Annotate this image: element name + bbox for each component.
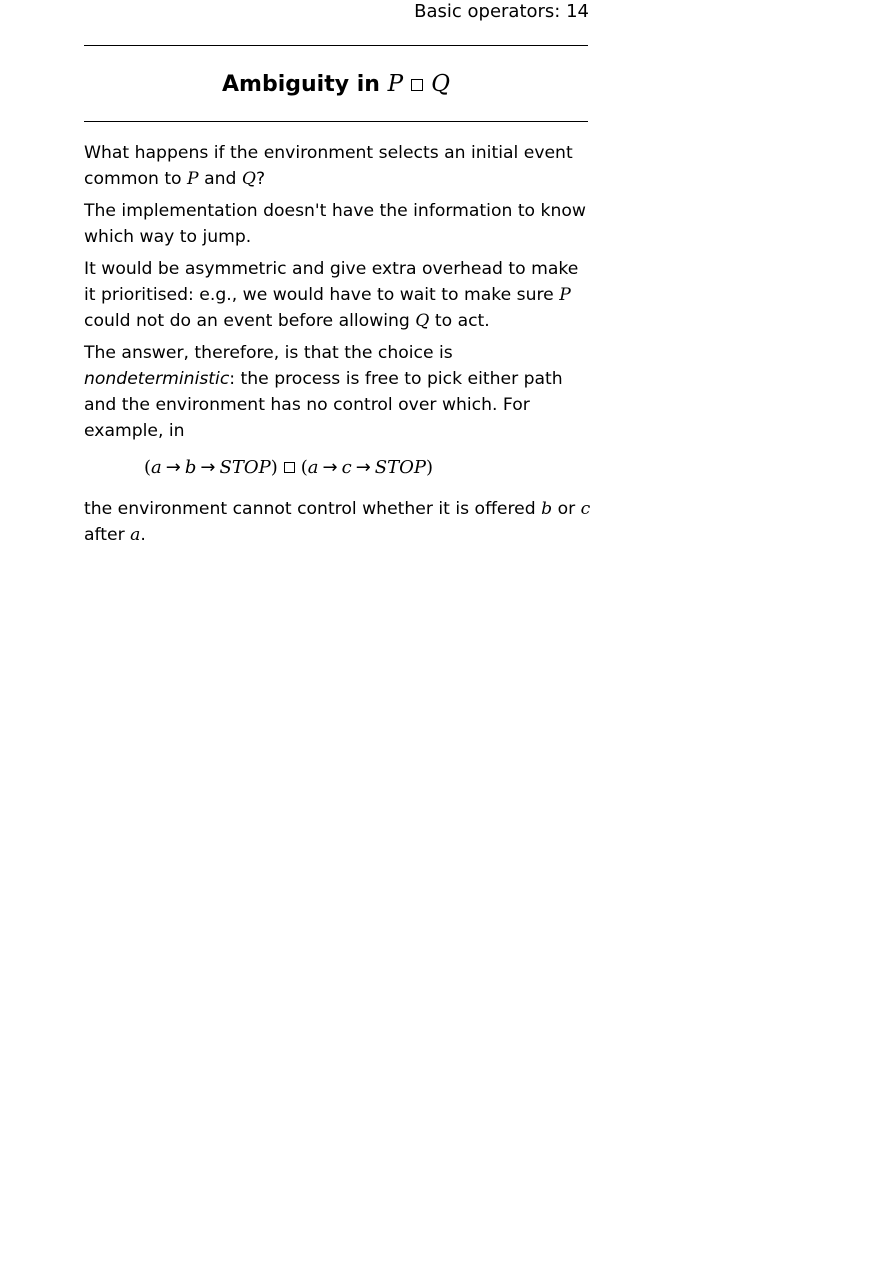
paragraph-1 xyxy=(84,140,594,192)
p5-text-after: after xyxy=(84,525,131,545)
title-prefix: Ambiguity in xyxy=(222,72,380,97)
bottom-divider xyxy=(84,121,588,122)
slide-title xyxy=(84,68,588,101)
p3-var-p: P xyxy=(559,285,571,305)
p5-text-middle: or xyxy=(552,499,581,519)
p5-var-a: a xyxy=(130,525,141,545)
running-header xyxy=(84,0,589,24)
prefix-arrow-icon: → xyxy=(322,457,338,478)
formula-stop-1: STOP xyxy=(219,457,271,478)
formula-var-a-1: a xyxy=(151,457,162,478)
prefix-arrow-icon: → xyxy=(200,457,216,478)
paragraph-5 xyxy=(84,496,594,548)
formula-open-paren-1: ( xyxy=(144,457,152,478)
header-text: Basic operators: 14 xyxy=(414,1,589,22)
display-formula xyxy=(144,454,594,482)
p3-text-end: to act. xyxy=(429,311,490,331)
prefix-arrow-icon: → xyxy=(165,457,181,478)
paragraph-2 xyxy=(84,198,594,250)
formula-close-paren-2: ) xyxy=(426,457,434,478)
top-divider xyxy=(84,45,588,46)
external-choice-icon xyxy=(284,462,295,473)
title-right-operand: Q xyxy=(431,71,450,97)
formula-close-paren-1: ) xyxy=(270,457,278,478)
p2-text: The implementation doesn't have the information to know which way to jump. xyxy=(84,201,586,247)
p1-var-p: P xyxy=(187,169,199,189)
p1-text-before: What happens if the environment selects an initial event common to xyxy=(84,143,573,189)
formula-var-b: b xyxy=(184,457,197,478)
p1-text-end: ? xyxy=(255,169,266,189)
p3-text-middle: could not do an event before allowing xyxy=(84,311,416,331)
formula-var-c: c xyxy=(341,457,352,478)
external-choice-icon xyxy=(411,79,423,91)
p4-text-after: : the process is free to pick either path and the environment has no control over which. For example, in xyxy=(84,369,563,441)
prefix-arrow-icon: → xyxy=(355,457,371,478)
p3-var-q: Q xyxy=(415,311,430,331)
p4-emphasis: nondeterministic xyxy=(84,369,230,389)
p5-var-c: c xyxy=(580,499,591,519)
p5-text-before: the environment cannot control whether it is offered xyxy=(84,499,542,519)
p1-var-q: Q xyxy=(241,169,256,189)
p1-text-middle: and xyxy=(198,169,242,189)
p3-text-before: It would be asymmetric and give extra overhead to make it prioritised: e.g., we would have to wait to make sure xyxy=(84,259,579,305)
p5-var-b: b xyxy=(541,499,553,519)
title-left-operand: P xyxy=(387,71,404,97)
paragraph-3 xyxy=(84,256,594,334)
p5-text-end: . xyxy=(140,525,146,545)
formula-open-paren-2: ( xyxy=(300,457,308,478)
paragraph-4 xyxy=(84,340,594,444)
slide-body xyxy=(84,140,594,554)
p4-text-before: The answer, therefore, is that the choice is xyxy=(84,343,453,363)
formula-var-a-2: a xyxy=(307,457,319,478)
formula-stop-2: STOP xyxy=(374,457,426,478)
